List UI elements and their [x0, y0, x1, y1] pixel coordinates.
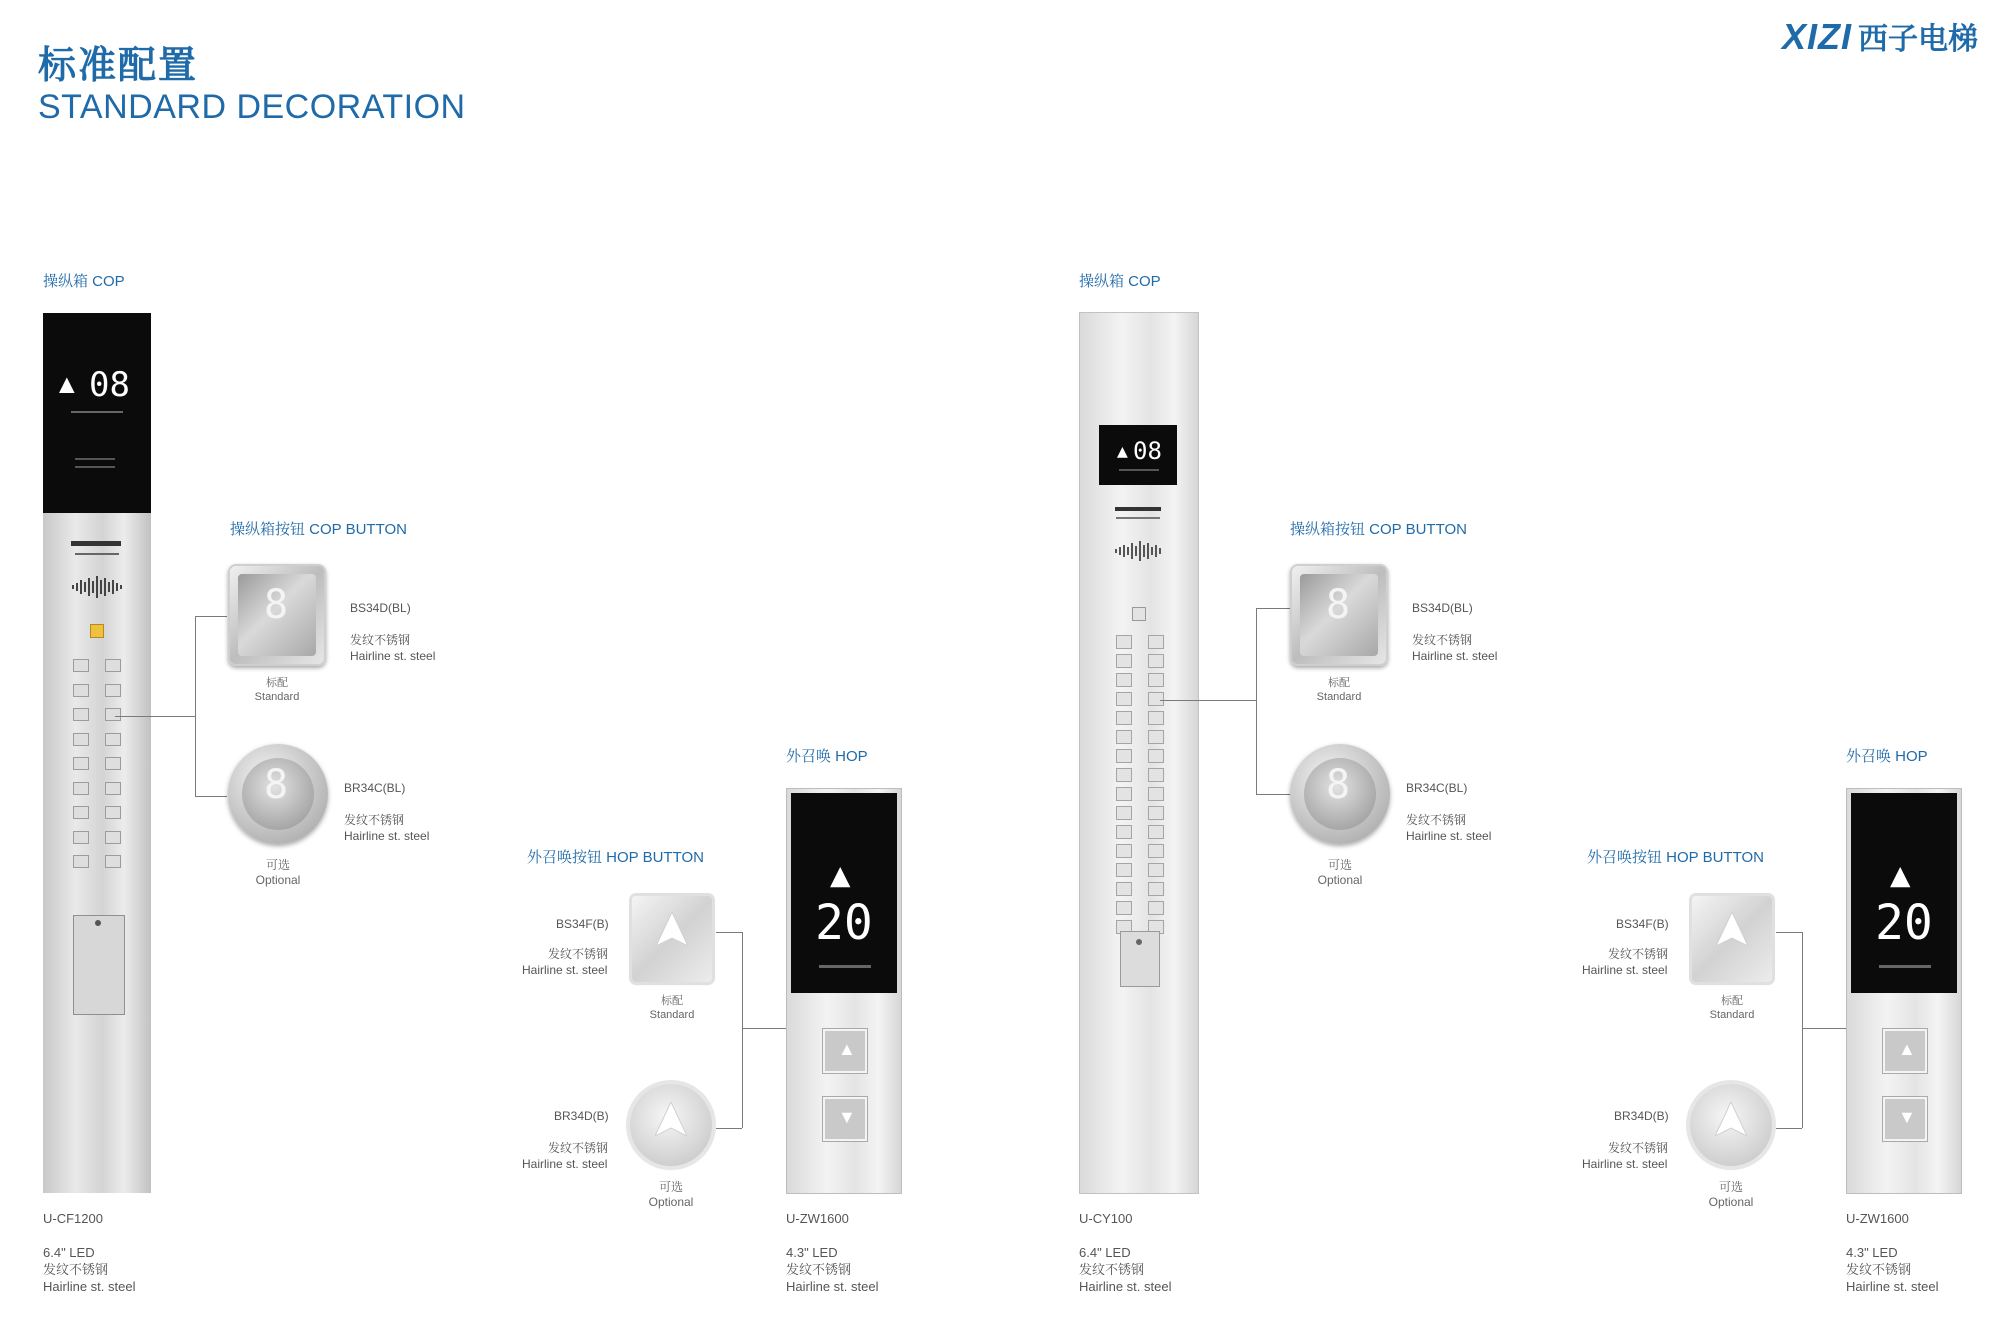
hop-button-std-material-en: Hairline st. steel [522, 963, 608, 977]
floor-key[interactable] [1148, 844, 1164, 858]
hop-button-std-model: BS34F(B) [556, 917, 609, 931]
cop-button-std-tag-en: Standard [1316, 691, 1362, 703]
up-arrow-icon: ▲ [830, 855, 851, 895]
cop-button-std-model: BS34D(BL) [1412, 601, 1473, 615]
logo-cn: 西子电梯 [1858, 23, 1978, 56]
hop-button-opt-material-cn: 发纹不锈钢 [548, 1141, 609, 1155]
cop-button-std-material-cn: 发纹不锈钢 [350, 633, 411, 647]
cop-button-std-material-cn: 发纹不锈钢 [1412, 633, 1473, 647]
floor-key[interactable] [1116, 711, 1132, 725]
floor-key[interactable] [1148, 635, 1164, 649]
cop-keypad [43, 313, 151, 1193]
hop-up-call-button[interactable] [1883, 1029, 1927, 1073]
cop-button-label: 操纵箱按钮 COP BUTTON [1290, 521, 1467, 538]
floor-key[interactable] [1116, 825, 1132, 839]
floor-key[interactable] [1148, 768, 1164, 782]
floor-key[interactable] [73, 708, 89, 721]
hop-label: 外召唤 HOP [786, 748, 868, 765]
floor-key[interactable] [105, 806, 121, 819]
floor-number: 20 [815, 895, 873, 951]
logo-text: XIZI [1781, 16, 1852, 57]
floor-key[interactable] [105, 855, 121, 868]
hop-button-opt-tag-en: Optional [1708, 1195, 1754, 1209]
hop-button-std-tag-cn: 标配 [1721, 995, 1743, 1007]
hop-label: 外召唤 HOP [1846, 748, 1928, 765]
up-arrow-icon [1715, 1102, 1747, 1136]
floor-key[interactable] [73, 757, 89, 770]
down-arrow-icon: ▼ [1898, 1107, 1916, 1127]
floor-key[interactable] [73, 659, 89, 672]
hop-material-cn-caption: 发纹不锈钢 [786, 1262, 852, 1277]
cop-button-opt-tag-cn: 可选 [265, 858, 290, 872]
cop-button-std-tag-cn: 标配 [266, 677, 288, 689]
hop-button-opt-tag-cn: 可选 [1718, 1180, 1743, 1194]
cop-material-cn-caption: 发纹不锈钢 [1079, 1262, 1145, 1277]
floor-key[interactable] [1148, 825, 1164, 839]
up-arrow-icon: ▲ [838, 1039, 856, 1059]
hop-down-call-button[interactable] [1883, 1097, 1927, 1141]
floor-key[interactable] [73, 831, 89, 844]
hop-material-en-caption: Hairline st. steel [1846, 1279, 1939, 1294]
floor-key[interactable] [1148, 730, 1164, 744]
cop-panel [43, 313, 151, 1193]
cop-button-opt-model: BR34C(BL) [344, 781, 406, 795]
hop-button-opt-model: BR34D(B) [1614, 1109, 1669, 1123]
hop-button-std-material-cn: 发纹不锈钢 [548, 947, 609, 961]
hop-model-caption: U-ZW1600 [1846, 1211, 1909, 1226]
cop-button-opt-material-en: Hairline st. steel [1406, 829, 1492, 843]
hop-button-round [1690, 1084, 1772, 1166]
floor-key[interactable] [105, 733, 121, 746]
hop-model-caption: U-ZW1600 [786, 1211, 849, 1226]
cop-keypad [1080, 313, 1198, 1193]
cop-button-std-material-en: Hairline st. steel [1412, 649, 1498, 663]
cop-material-cn-caption: 发纹不锈钢 [43, 1262, 109, 1277]
down-arrow-icon: ▼ [838, 1107, 856, 1127]
cop-button-opt-material-en: Hairline st. steel [344, 829, 430, 843]
floor-key[interactable] [73, 806, 89, 819]
floor-key[interactable] [73, 684, 89, 697]
floor-key[interactable] [1148, 863, 1164, 877]
cop-button-opt-model: BR34C(BL) [1406, 781, 1468, 795]
floor-key[interactable] [1148, 787, 1164, 801]
cop-button-round [228, 744, 328, 844]
display-divider [1879, 965, 1931, 968]
hop-button-std-tag-en: Standard [1709, 1009, 1755, 1021]
floor-digit: 8 [264, 762, 289, 808]
hop-button-opt-tag-en: Optional [648, 1195, 694, 1209]
floor-key[interactable] [105, 708, 121, 721]
hop-display [1851, 793, 1957, 993]
hop-button-label: 外召唤按钮 HOP BUTTON [1587, 849, 1764, 866]
floor-key[interactable] [105, 782, 121, 795]
floor-key[interactable] [1116, 787, 1132, 801]
cop-spec-caption: 6.4" LED [1079, 1245, 1131, 1260]
hop-spec-caption: 4.3" LED [1846, 1245, 1898, 1260]
floor-key[interactable] [105, 684, 121, 697]
hop-button-square [1692, 896, 1772, 982]
cop-spec-caption: 6.4" LED [43, 1245, 95, 1260]
hop-spec-caption: 4.3" LED [786, 1245, 838, 1260]
floor-key[interactable] [1148, 692, 1164, 706]
floor-key[interactable] [1116, 806, 1132, 820]
floor-key[interactable] [73, 855, 89, 868]
up-arrow-icon: ▲ [1890, 855, 1911, 895]
floor-key[interactable] [1148, 711, 1164, 725]
floor-key[interactable] [1116, 692, 1132, 706]
floor-number: 20 [1875, 895, 1933, 951]
cop-button-std-tag-cn: 标配 [1328, 677, 1350, 689]
cop-button-std-model: BS34D(BL) [350, 601, 411, 615]
up-arrow-icon [656, 912, 688, 946]
hop-button-round [630, 1084, 712, 1166]
cop-button-std-material-en: Hairline st. steel [350, 649, 436, 663]
cop-label: 操纵箱 COP [43, 273, 125, 290]
hop-button-opt-material-en: Hairline st. steel [522, 1157, 608, 1171]
floor-key[interactable] [1116, 654, 1132, 668]
floor-key[interactable] [1148, 749, 1164, 763]
cop-button-opt-tag-en: Optional [1317, 873, 1363, 887]
floor-key[interactable] [1116, 863, 1132, 877]
floor-key[interactable] [1148, 901, 1164, 915]
cop-button-round [1290, 744, 1390, 844]
hop-button-opt-model: BR34D(B) [554, 1109, 609, 1123]
hop-button-std-tag-cn: 标配 [661, 995, 683, 1007]
hop-button-opt-material-cn: 发纹不锈钢 [1608, 1141, 1669, 1155]
floor-key[interactable] [1116, 901, 1132, 915]
floor-key[interactable] [105, 831, 121, 844]
hop-button-opt-material-en: Hairline st. steel [1582, 1157, 1668, 1171]
cop-button-square [228, 564, 326, 666]
floor-key[interactable] [1116, 749, 1132, 763]
cop-button-opt-tag-cn: 可选 [1327, 858, 1352, 872]
cop-button-square [1290, 564, 1388, 666]
cop-button-opt-material-cn: 发纹不锈钢 [344, 813, 405, 827]
hop-display [791, 793, 897, 993]
page-title-cn: 标准配置 [38, 45, 199, 87]
cop-panel [1079, 312, 1199, 1194]
floor-key[interactable] [1116, 730, 1132, 744]
cop-label: 操纵箱 COP [1079, 273, 1161, 290]
hop-material-en-caption: Hairline st. steel [786, 1279, 879, 1294]
floor-key[interactable] [73, 782, 89, 795]
floor-key[interactable] [105, 659, 121, 672]
up-arrow-icon [655, 1102, 687, 1136]
floor-key[interactable] [105, 757, 121, 770]
keyhole-icon [1136, 939, 1142, 945]
cop-button-label: 操纵箱按钮 COP BUTTON [230, 521, 407, 538]
hop-button-std-material-en: Hairline st. steel [1582, 963, 1668, 977]
floor-key[interactable] [1148, 806, 1164, 820]
cop-material-en-caption: Hairline st. steel [1079, 1279, 1172, 1294]
up-arrow-icon [1716, 912, 1748, 946]
cop-button-opt-material-cn: 发纹不锈钢 [1406, 813, 1467, 827]
page-title-en: STANDARD DECORATION [38, 88, 466, 126]
cop-material-en-caption: Hairline st. steel [43, 1279, 136, 1294]
hop-button-label: 外召唤按钮 HOP BUTTON [527, 849, 704, 866]
up-arrow-icon: ▲ [59, 369, 75, 399]
hop-button-opt-tag-cn: 可选 [658, 1180, 683, 1194]
floor-number: 08 [1133, 437, 1162, 465]
hop-button-square [632, 896, 712, 982]
cop-model-caption: U-CF1200 [43, 1211, 103, 1226]
floor-key[interactable] [73, 733, 89, 746]
display-divider [819, 965, 871, 968]
floor-key[interactable] [1148, 673, 1164, 687]
floor-digit: 8 [1326, 762, 1351, 808]
cop-button-opt-tag-en: Optional [255, 873, 301, 887]
floor-key[interactable] [1116, 844, 1132, 858]
hop-panel [786, 788, 902, 1194]
floor-key[interactable] [1116, 768, 1132, 782]
floor-key[interactable] [1148, 882, 1164, 896]
up-arrow-icon: ▲ [1117, 441, 1128, 462]
floor-number: 08 [89, 365, 130, 405]
up-arrow-icon: ▲ [1898, 1039, 1916, 1059]
hop-panel [1846, 788, 1962, 1194]
brand-logo [1781, 14, 1978, 57]
keyhole-icon [95, 920, 101, 926]
floor-key[interactable] [1116, 882, 1132, 896]
hop-button-std-material-cn: 发纹不锈钢 [1608, 947, 1669, 961]
key-switch-box [73, 915, 125, 1015]
cop-model-caption: U-CY100 [1079, 1211, 1133, 1226]
floor-key[interactable] [1116, 635, 1132, 649]
floor-digit: 8 [1326, 582, 1351, 628]
hop-button-std-model: BS34F(B) [1616, 917, 1669, 931]
floor-key[interactable] [1116, 673, 1132, 687]
hop-button-std-tag-en: Standard [649, 1009, 695, 1021]
hop-material-cn-caption: 发纹不锈钢 [1846, 1262, 1912, 1277]
hop-up-call-button[interactable] [823, 1029, 867, 1073]
floor-key[interactable] [1148, 654, 1164, 668]
floor-digit: 8 [264, 582, 289, 628]
cop-button-std-tag-en: Standard [254, 691, 300, 703]
hop-down-call-button[interactable] [823, 1097, 867, 1141]
